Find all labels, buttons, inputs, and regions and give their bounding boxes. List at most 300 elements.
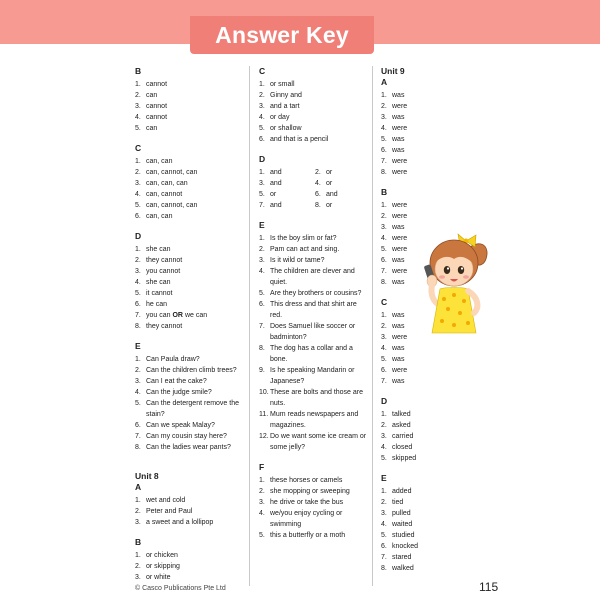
item-number: 5. <box>381 532 387 539</box>
item-number: 2. <box>259 92 265 99</box>
item-text: or white <box>146 574 171 581</box>
section-heading: A <box>135 482 142 492</box>
item-number: 4. <box>259 268 265 275</box>
list-item <box>259 409 369 431</box>
item-number: 5. <box>135 202 141 209</box>
list-item <box>259 79 369 90</box>
list-item <box>259 233 369 244</box>
item-text: was <box>392 312 405 319</box>
item-text: were <box>392 103 408 110</box>
item-number: 6. <box>315 191 321 198</box>
list-item <box>135 277 247 288</box>
item-text: The children are clever and quiet. <box>270 268 355 286</box>
item-number: 4. <box>135 114 141 121</box>
list-item <box>381 123 431 134</box>
item-text: was <box>392 345 405 352</box>
list-item <box>259 486 369 497</box>
item-text: was <box>392 323 405 330</box>
item-number: 3. <box>135 268 141 275</box>
item-text: can, cannot <box>146 191 183 198</box>
item-number: 1. <box>259 81 265 88</box>
item-number: 4. <box>381 345 387 352</box>
item-number: 3. <box>259 257 265 264</box>
item-text: were <box>392 246 408 253</box>
list-item <box>135 79 247 90</box>
list-item <box>259 365 369 387</box>
list-item <box>135 387 247 398</box>
section-heading: B <box>135 537 142 547</box>
item-text: studied <box>392 532 415 539</box>
list-item <box>381 211 431 222</box>
list-item <box>135 506 247 517</box>
item-number: 1. <box>381 411 387 418</box>
section-heading: E <box>381 473 387 483</box>
list-item <box>259 266 369 288</box>
item-text: Can the ladies wear pants? <box>146 444 231 451</box>
item-number: 2. <box>135 563 141 570</box>
item-number: 4. <box>381 235 387 242</box>
item-number: 6. <box>381 367 387 374</box>
item-text: walked <box>392 565 414 572</box>
item-number: 6. <box>259 301 265 308</box>
section-heading: C <box>135 143 142 153</box>
item-number: 4. <box>259 114 265 121</box>
item-number: 1. <box>135 81 141 88</box>
item-text: and <box>270 202 282 209</box>
list-item <box>381 420 431 431</box>
list-item <box>135 365 247 376</box>
list-item <box>135 156 247 167</box>
item-text: carried <box>392 433 414 440</box>
unit-heading: Unit 8 <box>135 471 159 481</box>
list-item <box>135 376 247 387</box>
column-2 <box>259 66 369 541</box>
item-text: this a butterfly or a moth <box>270 532 346 539</box>
item-text: or shallow <box>270 125 302 132</box>
item-number: 1. <box>381 312 387 319</box>
item-number: 2. <box>381 422 387 429</box>
section-heading: F <box>259 462 265 472</box>
item-text: was <box>392 114 405 121</box>
list-item <box>259 299 369 321</box>
list-item <box>259 431 369 453</box>
list-item <box>381 365 431 376</box>
item-number: 3. <box>135 103 141 110</box>
item-text: Pam can act and sing. <box>270 246 340 253</box>
item-text: can, can <box>146 158 173 165</box>
item-number: 5. <box>135 400 141 407</box>
item-text: were <box>392 125 408 132</box>
item-text: Can Paula draw? <box>146 356 200 363</box>
item-text: was <box>392 279 405 286</box>
item-text: cannot <box>146 114 168 121</box>
list-item <box>135 255 247 266</box>
item-text: we/you enjoy cycling or swimming <box>270 510 343 528</box>
item-number: 7. <box>135 433 141 440</box>
item-text: Can the detergent remove the stain? <box>146 400 240 418</box>
item-number: 3. <box>381 334 387 341</box>
item-text: Is it wild or tame? <box>270 257 325 264</box>
section-heading: D <box>135 231 142 241</box>
list-item <box>135 572 247 583</box>
item-text: tied <box>392 499 404 506</box>
item-text: were <box>392 235 408 242</box>
item-text: cannot <box>146 81 168 88</box>
list-item <box>259 343 369 365</box>
list-item <box>135 123 247 134</box>
item-text: and <box>270 180 282 187</box>
item-text: can, can, can <box>146 180 188 187</box>
item-text: The dog has a collar and a bone. <box>270 345 353 363</box>
column-divider <box>372 66 373 586</box>
item-number: 3. <box>381 510 387 517</box>
item-text: wet and cold <box>146 497 186 504</box>
list-item <box>135 321 247 332</box>
item-text: Peter and Paul <box>146 508 193 515</box>
item-text: and <box>270 169 282 176</box>
list-item <box>259 90 369 101</box>
item-number: 1. <box>135 552 141 559</box>
item-number: 3. <box>259 180 265 187</box>
item-text: Mum reads newspapers and magazines. <box>270 411 359 429</box>
list-item <box>135 266 247 277</box>
item-text: stared <box>392 554 412 561</box>
answer-grid <box>259 167 369 211</box>
item-text: Can my cousin stay here? <box>146 433 227 440</box>
item-text: or <box>270 191 277 198</box>
item-text: can, cannot, can <box>146 169 198 176</box>
item-number: 2. <box>135 169 141 176</box>
item-text: was <box>392 257 405 264</box>
list-item <box>381 90 431 101</box>
column-divider <box>249 66 250 586</box>
list-item <box>381 134 431 145</box>
item-text: or small <box>270 81 295 88</box>
list-item <box>381 200 431 211</box>
item-text: it cannot <box>146 290 173 297</box>
item-number: 2. <box>135 92 141 99</box>
item-text: pulled <box>392 510 411 517</box>
item-text: or <box>326 169 333 176</box>
item-text-part: we can <box>184 312 208 319</box>
item-text: they cannot <box>146 257 183 264</box>
list-item <box>135 178 247 189</box>
item-number: 8. <box>135 323 141 330</box>
item-number: 1. <box>259 235 265 242</box>
item-number: 4. <box>135 279 141 286</box>
item-number: 3. <box>381 224 387 231</box>
item-number: 7. <box>381 378 387 385</box>
item-text: was <box>392 147 405 154</box>
unit-heading: Unit 9 <box>381 66 405 76</box>
item-text: or <box>326 202 333 209</box>
title-tab <box>190 16 374 54</box>
section-heading: E <box>259 220 265 230</box>
item-text: was <box>392 356 405 363</box>
item-text: This dress and that shirt are red. <box>270 301 357 319</box>
item-text: can, can <box>146 213 173 220</box>
item-text: were <box>392 268 408 275</box>
list-item <box>259 123 369 134</box>
list-item <box>259 112 369 123</box>
item-number: 2. <box>381 103 387 110</box>
list-item <box>381 156 431 167</box>
item-text: a sweet and a lollipop <box>146 519 214 526</box>
list-item <box>135 101 247 112</box>
list-item <box>135 495 247 506</box>
item-text: skipped <box>392 455 417 462</box>
section-heading: B <box>381 187 388 197</box>
list-item <box>135 354 247 365</box>
item-number: 8. <box>315 202 321 209</box>
item-number: 1. <box>135 246 141 253</box>
list-item <box>381 354 431 365</box>
list-item <box>135 200 247 211</box>
item-text: or chicken <box>146 552 178 559</box>
list-item <box>135 90 247 101</box>
item-number: 1. <box>381 202 387 209</box>
item-number: 3. <box>381 433 387 440</box>
section-heading: C <box>381 297 388 307</box>
item-text: talked <box>392 411 411 418</box>
item-text: These are bolts and those are nuts. <box>270 389 364 407</box>
item-number: 2. <box>381 213 387 220</box>
item-number: 5. <box>135 125 141 132</box>
item-text: Does Samuel like soccer or badminton? <box>270 323 356 341</box>
item-text: were <box>392 213 408 220</box>
item-text: or skipping <box>146 563 180 570</box>
list-item <box>381 563 431 574</box>
list-item <box>135 299 247 310</box>
item-number: 5. <box>381 455 387 462</box>
item-number: 3. <box>381 114 387 121</box>
list-item <box>135 211 247 222</box>
item-text: can <box>146 125 158 132</box>
item-number: 5. <box>135 290 141 297</box>
copyright-text: © Casco Publications Pte Ltd <box>135 585 226 592</box>
list-item <box>381 343 431 354</box>
list-item <box>259 530 369 541</box>
item-text: can, cannot, can <box>146 202 198 209</box>
list-item <box>259 387 369 409</box>
item-number: 6. <box>381 147 387 154</box>
item-number: 7. <box>259 202 265 209</box>
list-item <box>381 519 431 530</box>
section-heading: A <box>381 77 388 87</box>
list-item <box>259 497 369 508</box>
list-item <box>135 310 247 321</box>
list-item <box>381 101 431 112</box>
item-number: 5. <box>259 191 265 198</box>
list-item <box>381 552 431 563</box>
item-number: 7. <box>259 323 265 330</box>
item-number: 4. <box>315 180 321 187</box>
item-text: she mopping or sweeping <box>270 488 350 495</box>
item-number: 6. <box>381 543 387 550</box>
list-item <box>381 431 431 442</box>
item-text: Is the boy slim or fat? <box>270 235 337 242</box>
item-text: was <box>392 92 405 99</box>
list-item <box>381 530 431 541</box>
item-number: 8. <box>381 565 387 572</box>
list-item <box>135 244 247 255</box>
item-text: asked <box>392 422 411 429</box>
list-item <box>135 561 247 572</box>
item-text: he can <box>146 301 168 308</box>
item-text: Do we want some ice cream or some jelly? <box>270 433 367 451</box>
item-number: 6. <box>135 213 141 220</box>
item-number: 1. <box>135 497 141 504</box>
list-item <box>381 145 431 156</box>
item-text: closed <box>392 444 413 451</box>
item-text: or day <box>270 114 290 121</box>
item-text: Can I eat the cake? <box>146 378 207 385</box>
item-number: 4. <box>381 125 387 132</box>
item-text: were <box>392 334 408 341</box>
list-item <box>135 420 247 431</box>
list-item <box>259 321 369 343</box>
list-item <box>381 222 431 233</box>
item-text: Can the judge smile? <box>146 389 212 396</box>
item-number: 3. <box>135 180 141 187</box>
item-text: cannot <box>146 103 168 110</box>
item-number: 3. <box>135 519 141 526</box>
item-number: 7. <box>135 312 141 319</box>
list-item <box>135 112 247 123</box>
item-text: waited <box>392 521 413 528</box>
section-heading: C <box>259 66 266 76</box>
item-number: 3. <box>135 574 141 581</box>
item-number: 1. <box>135 158 141 165</box>
item-number: 2. <box>381 323 387 330</box>
list-item <box>259 475 369 486</box>
item-number: 10. <box>259 389 269 396</box>
item-number: 1. <box>381 488 387 495</box>
item-text: or <box>326 180 333 187</box>
item-text: added <box>392 488 412 495</box>
list-item <box>135 167 247 178</box>
item-text: Can we speak Malay? <box>146 422 215 429</box>
item-number: 8. <box>135 444 141 451</box>
item-number: 2. <box>135 508 141 515</box>
item-text: and <box>326 191 338 198</box>
item-number: 1. <box>259 169 265 176</box>
list-item <box>381 541 431 552</box>
item-text: were <box>392 367 408 374</box>
item-number: 4. <box>381 521 387 528</box>
item-number: 1. <box>259 477 265 484</box>
list-item <box>259 101 369 112</box>
list-item <box>381 453 431 464</box>
list-item <box>381 409 431 420</box>
item-number: 5. <box>259 532 265 539</box>
item-text-emphasis: OR <box>172 312 183 319</box>
item-number: 4. <box>259 510 265 517</box>
list-item <box>259 288 369 299</box>
item-text: was <box>392 136 405 143</box>
item-text: she can <box>146 246 171 253</box>
list-item <box>259 244 369 255</box>
item-text: these horses or camels <box>270 477 343 484</box>
column-1 <box>135 66 247 583</box>
item-number: 4. <box>135 191 141 198</box>
item-number: 3. <box>135 378 141 385</box>
item-number: 2. <box>135 257 141 264</box>
list-item <box>381 497 431 508</box>
item-number: 5. <box>381 356 387 363</box>
item-number: 3. <box>259 103 265 110</box>
list-item <box>135 431 247 442</box>
item-text: can <box>146 92 158 99</box>
item-text <box>146 310 247 321</box>
item-number: 11. <box>259 411 269 418</box>
list-item <box>381 112 431 123</box>
item-number: 8. <box>381 169 387 176</box>
item-text: Is he speaking Mandarin or Japanese? <box>270 367 355 385</box>
item-text: you cannot <box>146 268 181 275</box>
item-number: 8. <box>381 279 387 286</box>
list-item <box>381 486 431 497</box>
list-item <box>135 398 247 420</box>
item-text: knocked <box>392 543 419 550</box>
item-number: 7. <box>381 554 387 561</box>
item-number: 5. <box>259 290 265 297</box>
item-number: 12. <box>259 433 269 440</box>
page-title: Answer Key <box>215 21 349 48</box>
list-item <box>381 376 431 387</box>
list-item <box>135 550 247 561</box>
item-number: 2. <box>259 246 265 253</box>
item-text: she can <box>146 279 171 286</box>
item-text: Can the children climb trees? <box>146 367 237 374</box>
item-text: was <box>392 378 405 385</box>
item-number: 5. <box>381 246 387 253</box>
item-number: 1. <box>135 356 141 363</box>
item-number: 5. <box>381 136 387 143</box>
item-text: they cannot <box>146 323 183 330</box>
list-item <box>135 288 247 299</box>
list-item <box>259 134 369 145</box>
item-number: 6. <box>259 136 265 143</box>
item-text: Are they brothers or cousins? <box>270 290 362 297</box>
list-item <box>381 442 431 453</box>
item-number: 6. <box>381 257 387 264</box>
item-text: and a tart <box>270 103 300 110</box>
item-text: were <box>392 169 408 176</box>
girl-on-phone-icon <box>418 233 494 335</box>
section-heading: D <box>259 154 266 164</box>
section-heading: D <box>381 396 388 406</box>
item-text: were <box>392 202 408 209</box>
item-number: 8. <box>259 345 265 352</box>
item-number: 2. <box>315 169 321 176</box>
list-item <box>381 167 431 178</box>
item-text: was <box>392 224 405 231</box>
item-number: 4. <box>381 444 387 451</box>
item-number: 6. <box>135 301 141 308</box>
page-number: 115 <box>479 580 499 594</box>
item-number: 4. <box>135 389 141 396</box>
item-text: Ginny and <box>270 92 302 99</box>
item-number: 2. <box>135 367 141 374</box>
item-number: 2. <box>259 488 265 495</box>
item-text: he drive or take the bus <box>270 499 344 506</box>
item-number: 1. <box>381 92 387 99</box>
section-heading: E <box>135 341 141 351</box>
list-item <box>135 517 247 528</box>
item-number: 6. <box>135 422 141 429</box>
list-item <box>135 189 247 200</box>
